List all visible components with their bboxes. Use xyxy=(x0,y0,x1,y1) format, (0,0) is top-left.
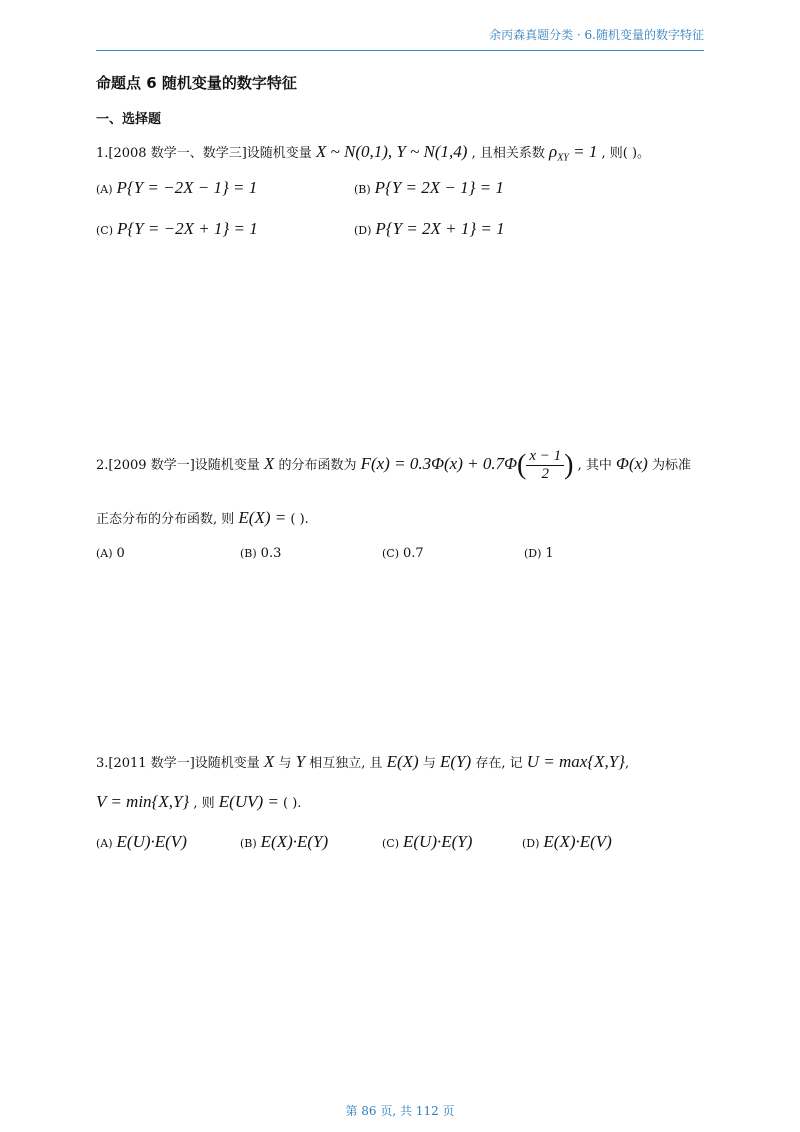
q2-line2-end: ( ). xyxy=(290,512,309,527)
q3-stem-text: 3.[2011 数学一]设随机变量 xyxy=(96,756,260,771)
q3-var1: X xyxy=(263,752,275,771)
option-label: (A) xyxy=(96,837,113,850)
option-label: (C) xyxy=(382,837,399,850)
q2-end-text: 为标准 xyxy=(651,458,691,473)
q1-option-d xyxy=(354,219,505,239)
question-3-stem xyxy=(96,752,629,772)
q3-option-d xyxy=(522,832,612,852)
question-1-stem xyxy=(96,142,650,164)
q1-option-b xyxy=(354,178,504,198)
q2-option-a xyxy=(96,546,125,561)
option-label: (D) xyxy=(522,837,540,850)
q2-left-paren: ( xyxy=(517,449,527,481)
option-text: 0.3 xyxy=(260,546,282,561)
q1-option-a xyxy=(96,178,257,198)
q3-line2-text: , 则 xyxy=(193,796,215,811)
q3-option-a xyxy=(96,832,187,852)
q1-stem-text: 1.[2008 数学一、数学三]设随机变量 xyxy=(96,146,312,161)
q2-option-d xyxy=(524,546,554,561)
q3-t1: 与 xyxy=(278,756,292,771)
q1-end-text: , 则( )。 xyxy=(601,146,651,161)
q2-fraction-numerator: x − 1 xyxy=(526,448,564,466)
option-label: (D) xyxy=(524,547,542,560)
q2-math-cdf: F(x) = 0.3Φ(x) + 0.7Φ xyxy=(360,454,518,473)
q2-option-c xyxy=(382,546,424,561)
section-title: 命题点 6 随机变量的数字特征 xyxy=(96,74,297,92)
option-label: (A) xyxy=(96,547,113,560)
q2-stem-text: 2.[2009 数学一]设随机变量 xyxy=(96,458,260,473)
option-text: P{Y = 2X + 1} = 1 xyxy=(375,219,505,238)
part-title: 一、选择题 xyxy=(96,112,162,127)
option-label: (D) xyxy=(354,224,372,237)
q1-math-rho-value: = 1 xyxy=(568,142,598,161)
q1-math-rho: ρ xyxy=(549,142,558,161)
option-text: 1 xyxy=(545,546,554,561)
q3-line2-math2: E(UV) = xyxy=(218,792,279,811)
option-label: (C) xyxy=(382,547,399,560)
q2-mid-text: 的分布函数为 xyxy=(278,458,357,473)
q2-fraction xyxy=(526,448,564,483)
q3-m1: E(X) xyxy=(386,752,419,771)
q2-math-phi: Φ(x) xyxy=(616,454,648,473)
q3-m3: U = max{X,Y} xyxy=(526,752,625,771)
q3-t5: , xyxy=(624,756,630,771)
q3-var2: Y xyxy=(295,752,306,771)
q3-t4: 存在, 记 xyxy=(475,756,523,771)
q2-var: X xyxy=(263,454,275,473)
option-text: P{Y = 2X − 1} = 1 xyxy=(374,178,504,197)
option-text: E(X)·E(Y) xyxy=(260,832,329,851)
q2-line2-text: 正态分布的分布函数, 则 xyxy=(96,512,235,527)
q3-option-b xyxy=(240,832,328,852)
page-footer: 第 86 页, 共 112 页 xyxy=(345,1104,455,1118)
option-label: (C) xyxy=(96,224,113,237)
question-2-stem xyxy=(96,448,691,483)
option-text: 0 xyxy=(116,546,125,561)
q1-math-rho-sub: XY xyxy=(557,152,569,164)
q2-line2-math: E(X) = xyxy=(238,508,287,527)
q2-fraction-denominator: 2 xyxy=(541,466,550,482)
q3-line2-math: V = min{X,Y} xyxy=(96,792,190,811)
option-text: P{Y = −2X − 1} = 1 xyxy=(116,178,258,197)
q3-t2: 相互独立, 且 xyxy=(309,756,383,771)
option-text: E(X)·E(V) xyxy=(543,832,612,851)
option-label: (B) xyxy=(240,837,257,850)
question-3-line2 xyxy=(96,792,301,812)
option-text: P{Y = −2X + 1} = 1 xyxy=(117,219,258,238)
option-text: 0.7 xyxy=(403,546,424,561)
q3-m2: E(Y) xyxy=(440,752,472,771)
option-text: E(U)·E(Y) xyxy=(403,832,473,851)
q1-option-c xyxy=(96,219,258,239)
option-label: (A) xyxy=(96,183,113,196)
page-header: 余丙森真题分类 · 6.随机变量的数字特征 xyxy=(96,26,704,51)
q2-mid2-text: , 其中 xyxy=(577,458,612,473)
q1-math-distribution: X ~ N(0,1), Y ~ N(1,4) xyxy=(315,142,468,161)
question-2-line2 xyxy=(96,508,309,528)
q3-t3: 与 xyxy=(422,756,436,771)
q2-option-b xyxy=(240,546,281,561)
q1-mid-text: , 且相关系数 xyxy=(471,146,545,161)
option-text: E(U)·E(V) xyxy=(116,832,187,851)
q2-right-paren: ) xyxy=(564,449,574,481)
q3-option-c xyxy=(382,832,472,852)
q3-line2-end: ( ). xyxy=(283,796,302,811)
option-label: (B) xyxy=(240,547,257,560)
option-label: (B) xyxy=(354,183,371,196)
